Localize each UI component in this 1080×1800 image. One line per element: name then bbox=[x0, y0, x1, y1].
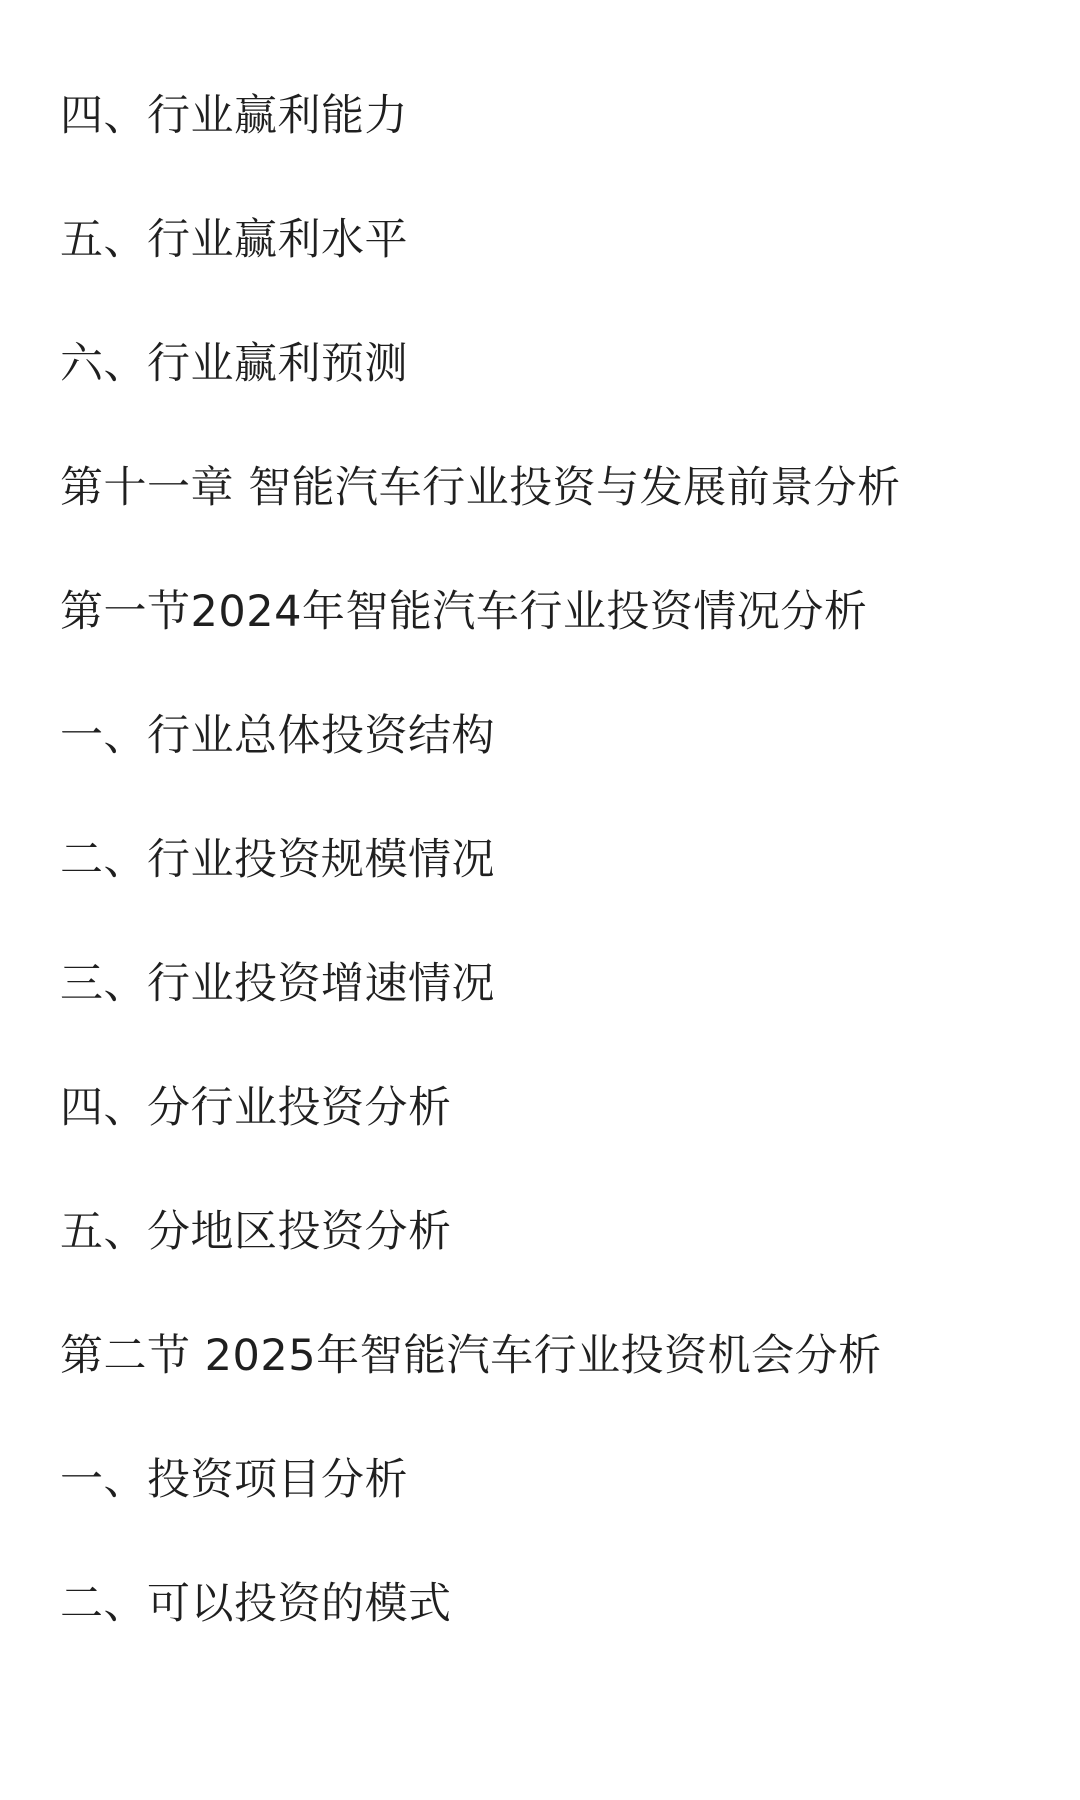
toc-line-profit-forecast: 六、行业赢利预测 bbox=[60, 339, 408, 389]
toc-section-two: 第二节 2025年智能汽车行业投资机会分析 bbox=[60, 1331, 882, 1381]
toc-line-project-analysis: 一、投资项目分析 bbox=[60, 1455, 408, 1505]
toc-line-investment-growth: 三、行业投资增速情况 bbox=[60, 959, 495, 1009]
toc-section-one: 第一节2024年智能汽车行业投资情况分析 bbox=[60, 587, 868, 637]
toc-line-by-industry: 四、分行业投资分析 bbox=[60, 1083, 452, 1133]
toc-line-investment-scale: 二、行业投资规模情况 bbox=[60, 835, 495, 885]
toc-line-investment-modes: 二、可以投资的模式 bbox=[60, 1579, 452, 1629]
toc-line-profit-level: 五、行业赢利水平 bbox=[60, 215, 408, 265]
toc-line-profit-ability: 四、行业赢利能力 bbox=[60, 91, 408, 141]
toc-line-by-region: 五、分地区投资分析 bbox=[60, 1207, 452, 1257]
toc-line-investment-structure: 一、行业总体投资结构 bbox=[60, 711, 495, 761]
toc-chapter-eleven: 第十一章 智能汽车行业投资与发展前景分析 bbox=[60, 463, 901, 513]
